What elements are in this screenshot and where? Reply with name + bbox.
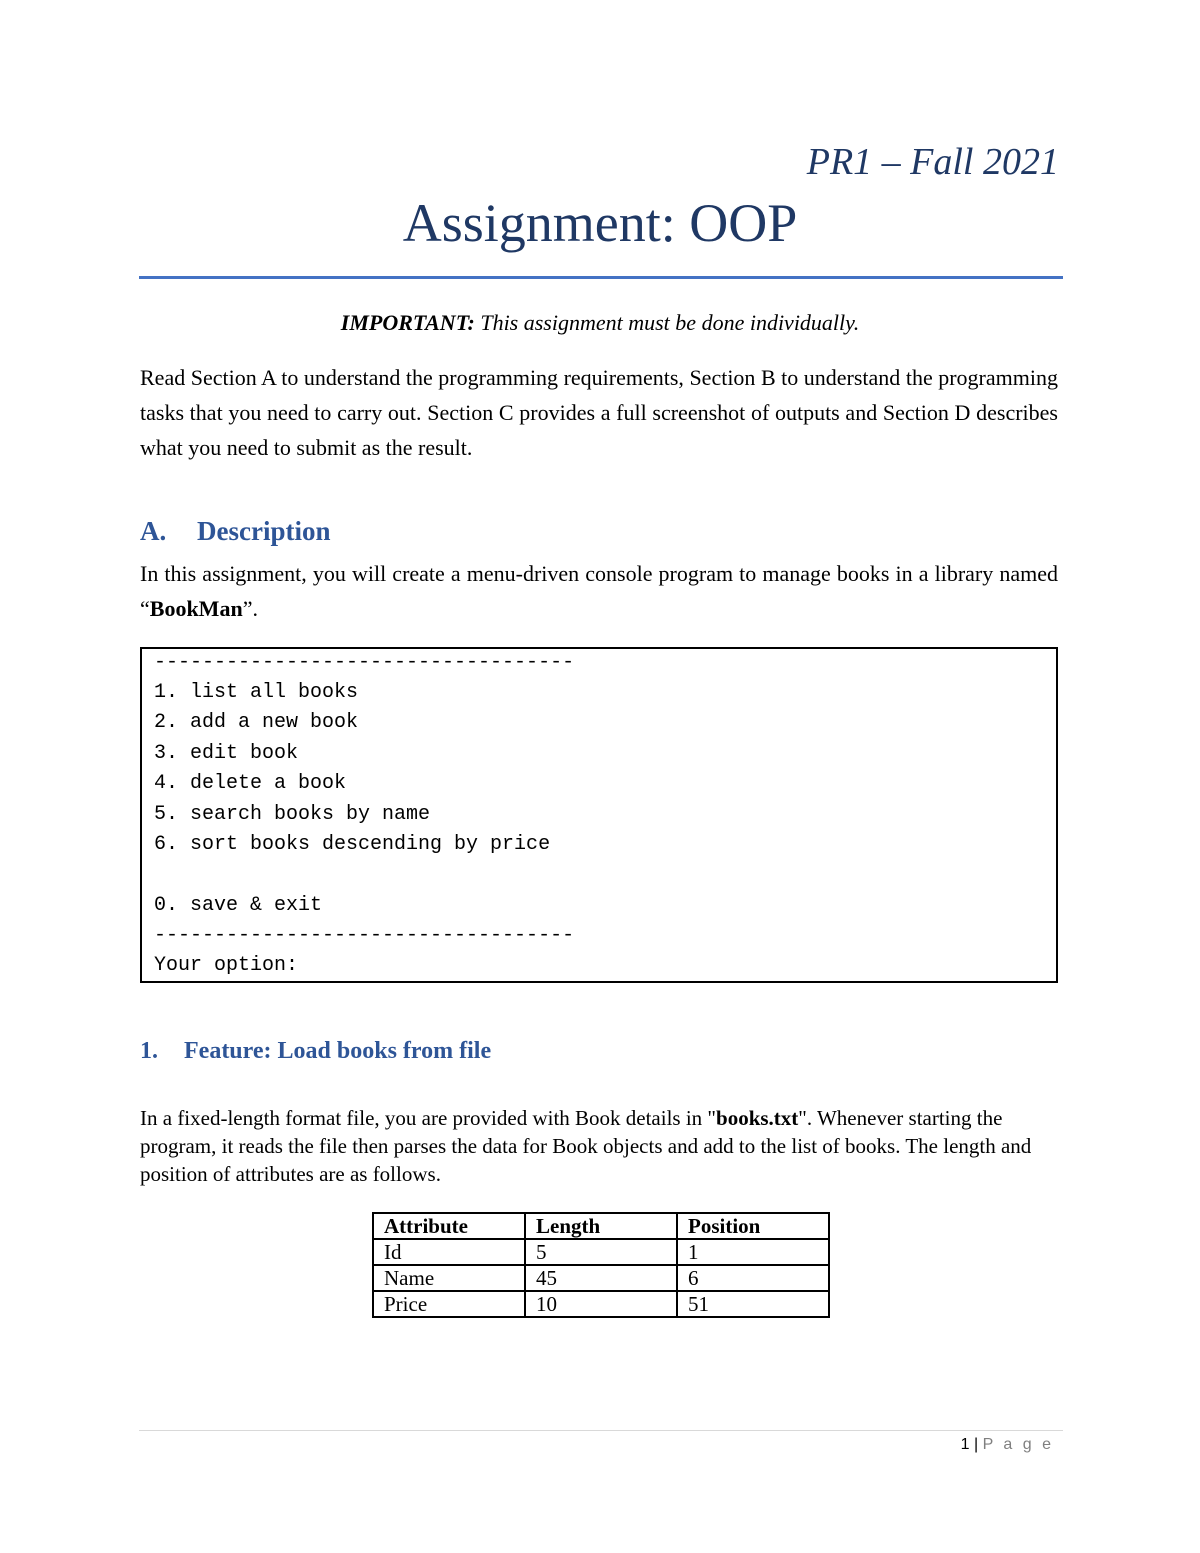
important-note: [0, 310, 1200, 336]
table-cell: 10: [525, 1291, 677, 1317]
table-row: [373, 1291, 829, 1317]
feature-1-title: Feature: Load books from file: [184, 1038, 492, 1064]
app-name: BookMan: [149, 596, 243, 621]
menu-item-edit: 3. edit book: [154, 742, 299, 765]
menu-item-delete: 4. delete a book: [154, 772, 347, 795]
menu-separator-top: -----------------------------------: [154, 651, 575, 674]
table-row: [373, 1265, 829, 1291]
menu-prompt: Your option:: [154, 954, 299, 977]
table-cell: 6: [677, 1265, 829, 1291]
attribute-table: [372, 1212, 830, 1318]
footer-separator: |: [969, 1436, 983, 1453]
document-title: Assignment: OOP: [402, 193, 798, 253]
filename: books.txt: [716, 1106, 799, 1130]
table-cell: Price: [373, 1291, 525, 1317]
feature-1-text-end: ". Whenever starting the program, it reads the file then parses the data for Book objects and add to the list of books. The length and position of attributes are as follows.: [140, 1106, 1032, 1186]
table-cell: 45: [525, 1265, 677, 1291]
intro-paragraph: Read Section A to understand the programming requirements, Section B to understand the programming tasks that you need to carry out. Section C provides a full screenshot of outputs and Section D describes what you need to submit as the result.: [140, 365, 1058, 460]
feature-1-number: 1.: [140, 1038, 158, 1064]
section-a-text: In this assignment, you will create a menu-driven console program to manage books in a library named “: [140, 561, 1058, 621]
table-cell: 1: [677, 1239, 829, 1265]
console-menu-box: [140, 647, 1058, 983]
table-header: Position: [677, 1213, 829, 1239]
table-header-row: [373, 1213, 829, 1239]
table-cell: 51: [677, 1291, 829, 1317]
menu-item-search: 5. search books by name: [154, 803, 431, 826]
section-a-description: [140, 556, 1058, 626]
title-underline: [139, 276, 1063, 279]
important-label: IMPORTANT:: [340, 310, 475, 335]
section-a-text-end: ”.: [242, 596, 258, 621]
table-cell: Id: [373, 1239, 525, 1265]
table-cell: 5: [525, 1239, 677, 1265]
feature-1-description: [140, 1104, 1058, 1188]
section-a-heading: [140, 516, 330, 547]
menu-item-exit: 0. save & exit: [154, 894, 323, 917]
page-footer: [961, 1436, 1054, 1454]
menu-item-sort: 6. sort books descending by price: [154, 833, 551, 856]
page-number: 1: [960, 1436, 970, 1453]
feature-1-heading: [140, 1038, 491, 1065]
important-text: This assignment must be done individually.: [474, 310, 860, 335]
section-a-title: Description: [197, 516, 331, 546]
menu-separator-bottom: -----------------------------------: [154, 924, 575, 947]
section-a-number: A.: [140, 516, 167, 546]
table-row: [373, 1239, 829, 1265]
table-header: Length: [525, 1213, 677, 1239]
footer-rule: [139, 1430, 1063, 1431]
course-header: PR1 – Fall 2021: [806, 141, 1059, 183]
table-cell: Name: [373, 1265, 525, 1291]
table-header: Attribute: [373, 1213, 525, 1239]
menu-item-add: 2. add a new book: [154, 711, 359, 734]
feature-1-text: In a fixed-length format file, you are provided with Book details in ": [140, 1106, 717, 1130]
menu-item-list: 1. list all books: [154, 681, 359, 704]
page-label: P a g e: [982, 1436, 1054, 1453]
